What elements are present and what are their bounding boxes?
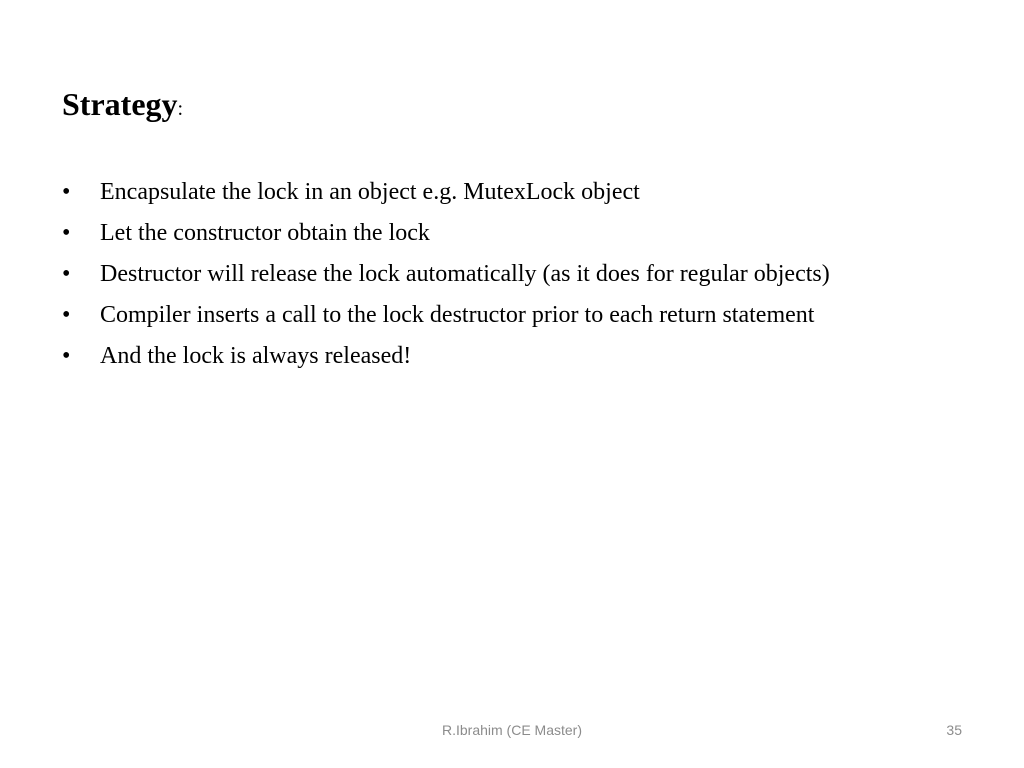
bullet-text: And the lock is always released! [100, 343, 412, 369]
page-number: 35 [946, 722, 962, 738]
bullet-marker: • [62, 179, 71, 205]
bullet-item [62, 258, 964, 291]
bullet-marker: • [62, 302, 71, 328]
bullet-text: Encapsulate the lock in an object e.g. MutexLock object [100, 179, 640, 205]
bullet-marker: • [62, 261, 71, 287]
bullet-marker: • [62, 220, 71, 246]
slide-title [62, 84, 183, 129]
bullet-text: Destructor will release the lock automatically (as it does for regular objects) [100, 261, 830, 287]
bullet-item [62, 340, 964, 373]
footer-author: R.Ibrahim (CE Master) [441, 722, 583, 738]
bullet-item [62, 217, 964, 250]
bullet-text: Compiler inserts a call to the lock destructor prior to each return statement [100, 302, 815, 328]
bullet-item [62, 176, 964, 209]
bullet-marker: • [62, 343, 71, 369]
slide-title-text: Strategy [62, 86, 178, 122]
bullet-item [62, 299, 964, 332]
slide-title-colon: : [177, 98, 184, 120]
bullet-list [62, 176, 964, 381]
bullet-text: Let the constructor obtain the lock [100, 220, 430, 246]
